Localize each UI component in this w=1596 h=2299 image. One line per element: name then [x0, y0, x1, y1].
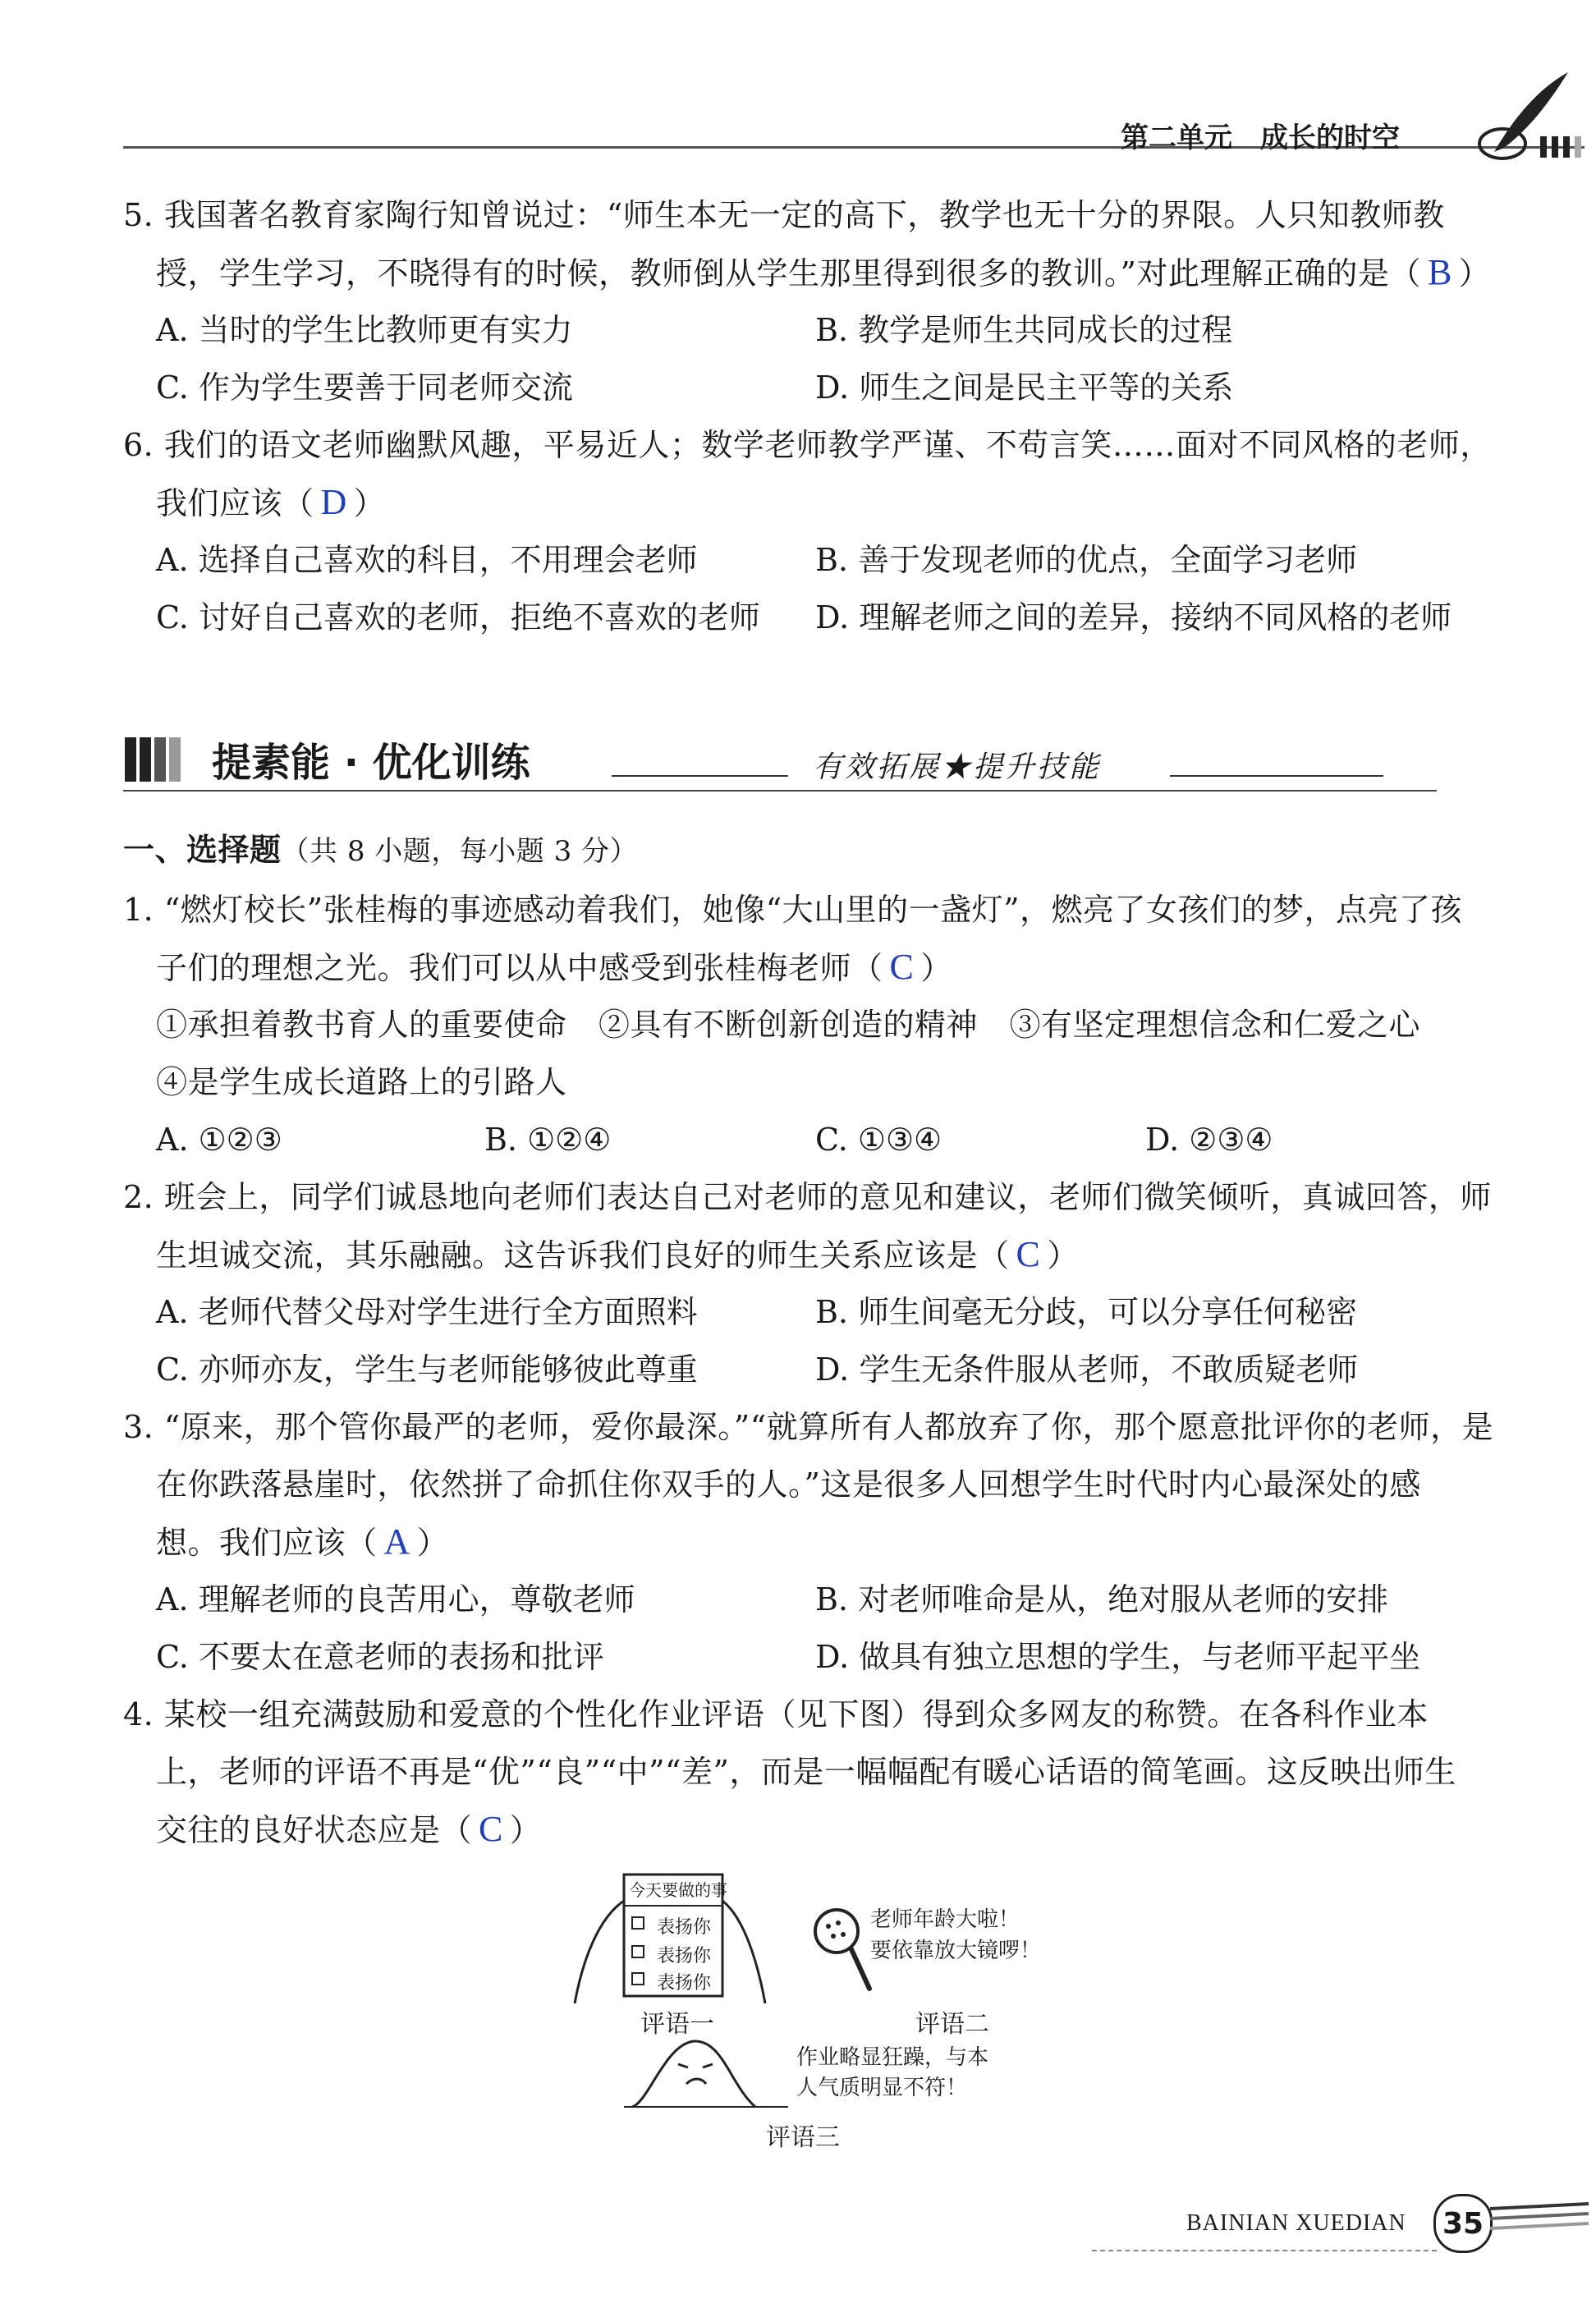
question-text: 4. 某校一组充满鼓励和爱意的个性化作业评语（见下图）得到众多网友的称赞。在各科作业本 [123, 1696, 1429, 1732]
question-text: 交往的良好状态应是（ C ） [156, 1809, 542, 1849]
todo-list-title: 今天要做的事 [629, 1880, 727, 1900]
option: D. 理解老师之间的差异，接纳不同风格的老师 [815, 599, 1452, 636]
option: C. 不要太在意老师的表扬和批评 [156, 1639, 604, 1675]
statement-line: ④是学生成长道路上的引路人 [156, 1064, 567, 1100]
section-subtitle: 有效拓展★提升技能 [813, 750, 1102, 784]
option: C. 讨好自己喜欢的老师，拒绝不喜欢的老师 [156, 599, 760, 636]
question-text: 授，学生学习，不晓得有的时候，教师倒从学生那里得到很多的教训。”对此理解正确的是（ B ） [156, 252, 1491, 292]
question-text: 上，老师的评语不再是“优”“良”“中”“差”，而是一幅幅配有暖心话语的简笔画。这反映出师生 [156, 1754, 1456, 1790]
comment-2-line: 要依靠放大镜啰！ [870, 1939, 1042, 1963]
answer-mark: C [479, 1809, 503, 1849]
option: C. 作为学生要善于同老师交流 [156, 369, 573, 406]
section-rule-right [1170, 775, 1383, 777]
answer-mark: C [889, 947, 915, 987]
option: D. 学生无条件服从老师，不敢质疑老师 [815, 1351, 1359, 1388]
answer-mark: B [1427, 252, 1452, 292]
speed-lines-icon [1490, 2200, 1593, 2242]
option: D. 做具有独立思想的学生，与老师平起平坐 [815, 1639, 1421, 1675]
page-number: 35 [1442, 2206, 1484, 2241]
option: D. ②③④ [1145, 1122, 1273, 1158]
answer-mark: D [320, 482, 347, 522]
magnifying-glass-icon [809, 1903, 874, 1994]
part-heading: 一、选择题（共 8 小题，每小题 3 分） [123, 832, 639, 868]
todo-list-item: 表扬你 [657, 1973, 712, 1994]
page-number-badge [1433, 2194, 1493, 2253]
answer-mark: C [1016, 1234, 1041, 1274]
quill-pen-icon [1461, 66, 1593, 164]
option: B. 师生间毫无分歧，可以分享任何秘密 [815, 1294, 1358, 1330]
option: B. 教学是师生共同成长的过程 [815, 312, 1233, 348]
question-text: 我们应该（ D ） [156, 482, 386, 522]
section-bars-icon [125, 737, 190, 782]
question-text: 6. 我们的语文老师幽默风趣，平易近人；数学老师教学严谨、不苟言笑……面对不同风格的老师， [123, 427, 1492, 463]
option: B. ①②④ [484, 1122, 612, 1158]
frowning-blob-icon [624, 2036, 788, 2110]
question-text: 2. 班会上，同学们诚恳地向老师们表达自己对老师的意见和建议，老师们微笑倾听，真诚回答，师 [123, 1179, 1492, 1215]
option: A. ①②③ [156, 1122, 282, 1158]
question-text: 在你跌落悬崖时，依然拼了命抓住你双手的人。”这是很多人回想学生时代时内心最深处的感 [156, 1466, 1421, 1503]
option: B. 善于发现老师的优点，全面学习老师 [815, 542, 1358, 578]
option: B. 对老师唯命是从，绝对服从老师的安排 [815, 1581, 1389, 1618]
question-text: 生坦诚交流，其乐融融。这告诉我们良好的师生关系应该是（ C ） [156, 1234, 1079, 1274]
option: C. 亦师亦友，学生与老师能够彼此尊重 [156, 1351, 698, 1388]
todo-list-item: 表扬你 [657, 1946, 712, 1966]
option: A. 理解老师的良苦用心，尊敬老师 [156, 1581, 635, 1618]
comment-3-line: 作业略显狂躁，与本 [796, 2045, 989, 2070]
caption-comment-2: 评语二 [915, 2010, 989, 2039]
question-text: 子们的理想之光。我们可以从中感受到张桂梅老师（ C ） [156, 947, 952, 987]
option: D. 师生之间是民主平等的关系 [815, 369, 1234, 406]
question-text: 5. 我国著名教育家陶行知曾说过：“师生本无一定的高下，教学也无十分的界限。人只知教师教 [123, 197, 1445, 233]
todo-list-item: 表扬你 [657, 1917, 712, 1938]
question-text: 3. “原来，那个管你最严的老师，爱你最深。”“就算所有人都放弃了你，那个愿意批评你的老师，是 [123, 1409, 1494, 1445]
question-text: 想。我们应该（ A ） [156, 1521, 449, 1562]
publisher-name: BAINIAN XUEDIAN [1186, 2210, 1406, 2236]
section-title: 提素能 · 优化训练 [212, 740, 530, 786]
answer-mark: A [383, 1521, 410, 1562]
option: A. 选择自己喜欢的科目，不用理会老师 [156, 542, 698, 578]
statement-line: ①承担着教书育人的重要使命 ②具有不断创新创造的精神 ③有坚定理想信念和仁爱之心 [156, 1007, 1421, 1043]
comment-3-line: 人气质明显不符！ [796, 2076, 968, 2100]
caption-comment-3: 评语三 [766, 2123, 840, 2152]
section-rule-left [612, 775, 788, 777]
caption-comment-1: 评语一 [640, 2010, 714, 2039]
unit-title: 第二单元 成长的时空 [1121, 122, 1400, 154]
option: A. 当时的学生比教师更有实力 [156, 312, 573, 348]
option: C. ①③④ [815, 1122, 942, 1158]
section-underline [123, 790, 1437, 792]
option: A. 老师代替父母对学生进行全方面照料 [156, 1294, 698, 1330]
question-text: 1. “燃灯校长”张桂梅的事迹感动着我们，她像“大山里的一盏灯”，燃亮了女孩们的梦，点亮了孩 [123, 892, 1463, 928]
footer-dashed-rule [1092, 2250, 1437, 2251]
comment-2-line: 老师年龄大啦！ [870, 1907, 1020, 1932]
